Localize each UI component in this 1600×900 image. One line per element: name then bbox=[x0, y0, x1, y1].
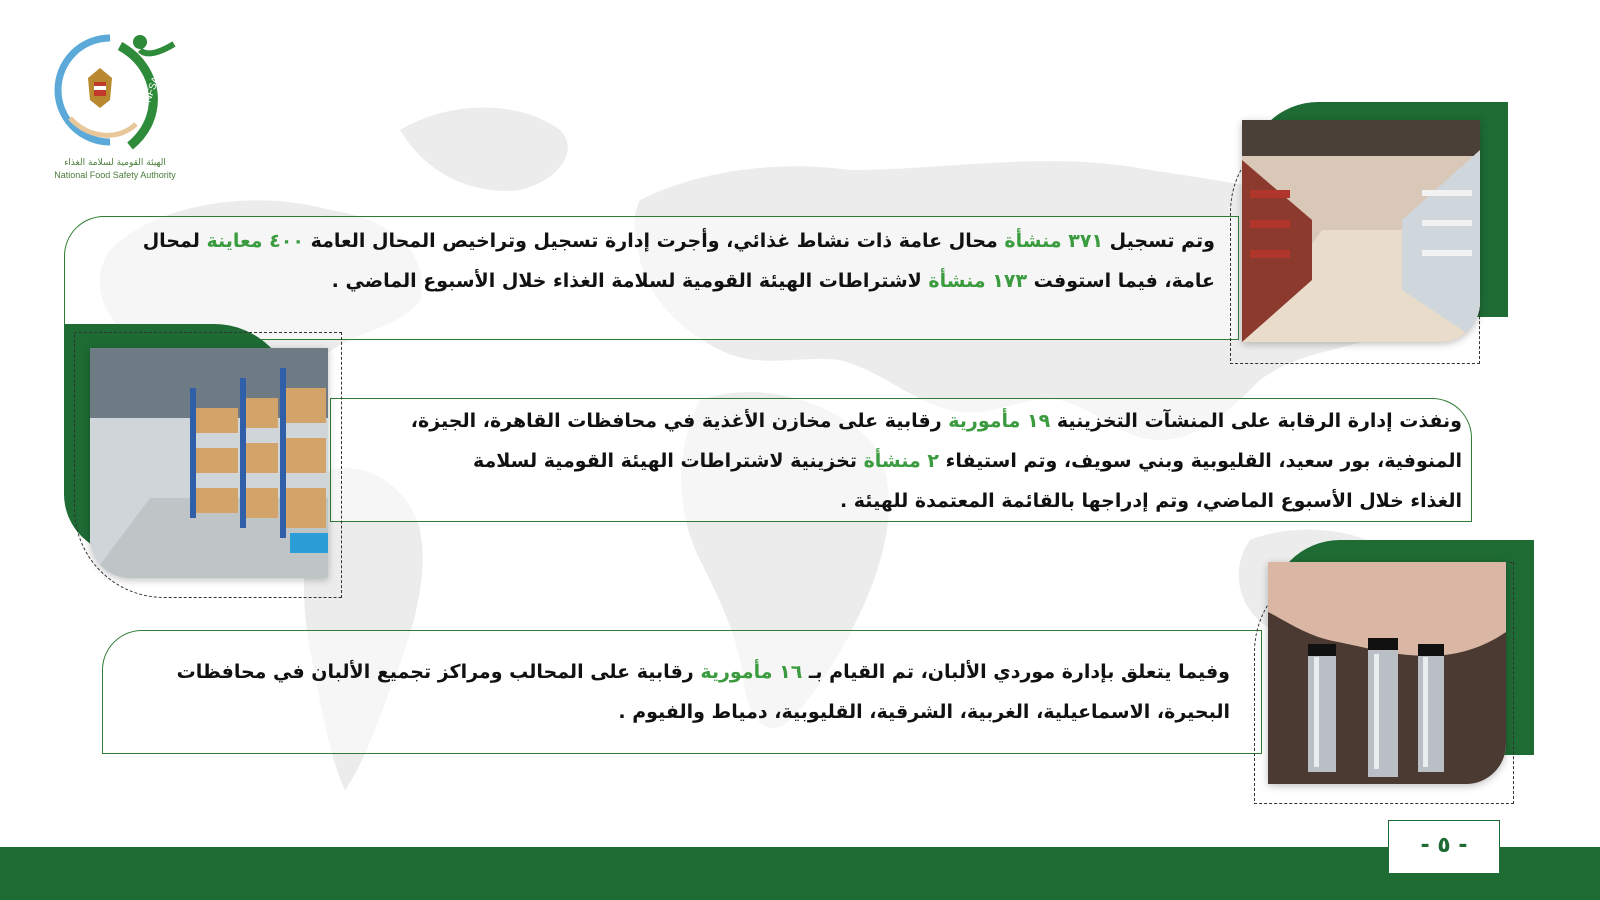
highlight-compliant: ١٧٣ منشأة bbox=[928, 270, 1028, 292]
section2-line2: المنوفية، بور سعيد، القليوبية وبني سويف، وتم استيفاء ٢ منشأة تخزينية لاشتراطات الهيئة القومية لسلامة bbox=[472, 450, 1462, 472]
section1-text bbox=[90, 221, 1215, 301]
logo-name-arabic: الهيئة القومية لسلامة الغذاء bbox=[64, 158, 166, 168]
section2-text bbox=[360, 401, 1462, 521]
highlight-establishments: ٣٧١ منشأة bbox=[1004, 230, 1104, 252]
nfsa-emblem-icon bbox=[40, 28, 190, 158]
logo-name-english: National Food Safety Authority bbox=[54, 170, 176, 180]
section3-text bbox=[110, 652, 1230, 732]
footer-bar bbox=[0, 847, 1600, 900]
section1-line1: وتم تسجيل ٣٧١ منشأة محال عامة ذات نشاط غذائي، وأجرت إدارة تسجيل وتراخيص المحال العامة ٤٠٠ معاينة لمحال bbox=[142, 230, 1215, 252]
supermarket-photo bbox=[1242, 120, 1480, 342]
section2-line3: الغذاء خلال الأسبوع الماضي، وتم إدراجها بالقائمة المعتمدة للهيئة . bbox=[839, 490, 1462, 512]
highlight-inspections: ٤٠٠ معاينة bbox=[206, 230, 304, 252]
section1-line2: عامة، فيما استوفت ١٧٣ منشأة لاشتراطات الهيئة القومية لسلامة الغذاء خلال الأسبوع الماضي . bbox=[331, 270, 1215, 292]
highlight-missions-19: ١٩ مأمورية bbox=[948, 410, 1051, 432]
warehouse-photo bbox=[90, 348, 328, 578]
section3-line1: وفيما يتعلق بإدارة موردي الألبان، تم القيام بـ ١٦ مأمورية رقابية على المحالب ومراكز تجميع الألبان في محافظات bbox=[176, 661, 1230, 683]
section2-line1: ونفذت إدارة الرقابة على المنشآت التخزينية ١٩ مأمورية رقابية على مخازن الأغذية في محافظات القاهرة، الجيزة، bbox=[410, 410, 1462, 432]
section3-photo-frame bbox=[1254, 540, 1534, 802]
highlight-missions-16: ١٦ مأمورية bbox=[700, 661, 803, 683]
section1-photo-frame bbox=[1230, 102, 1508, 362]
section3-line2: البحيرة، الاسماعيلية، الغربية، الشرقية، القليوبية، دمياط والفيوم . bbox=[618, 701, 1230, 723]
milking-photo bbox=[1268, 562, 1506, 784]
highlight-establishments-2: ٢ منشأة bbox=[863, 450, 940, 472]
logo-abbr: NFSA bbox=[142, 75, 162, 105]
page-number: - ٥ - bbox=[1388, 820, 1500, 874]
nfsa-logo bbox=[40, 28, 190, 188]
section2-photo-frame bbox=[64, 324, 344, 596]
